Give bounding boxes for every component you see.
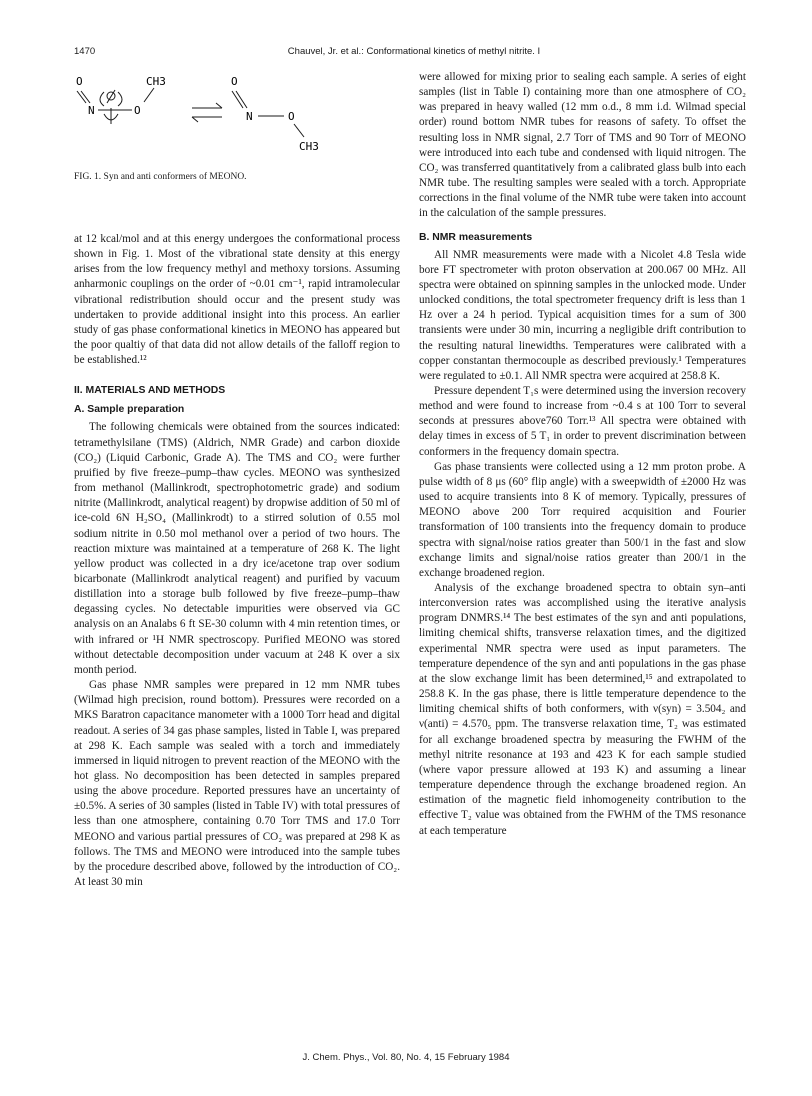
subsection-heading: B. NMR measurements [419, 231, 533, 243]
syn-methyl-label: CH3 [146, 75, 166, 88]
figure-1 [74, 70, 404, 230]
paragraph: Analysis of the exchange broadened spectra to obtain syn–anti interconversion rates was accomplished using the iterative analysis program DNMRS.¹⁴ The best estimates of the syn and anti populations, limiting chemical shifts, transverse relaxation times, and the digitized experimental NMR spectra were used as input parameters. The temperature dependence of the syn and anti populations in the gas phase at the slow exchange limit has been determined,¹⁵ and extrapolated to 258.8 K. In the gas phase, there is little temperature dependence to the limiting chemical shifts of both conformers, with ν(syn) = 3.504₂ and ν(anti) = 4.570₅ ppm. The transverse relaxation time, T₂ was estimated for all exchange broadened spectra by measuring the FWHM of the methyl nitrite resonance at 193 and 423 K for each sample studied (where vapor pressure allowed at 193 K) and assuming a linear temperature dependence through the exchange broadened region. An estimation of the magnetic field inhomogeneity contribution to the effective T₂ value was obtained from the FWHM of the TMS resonance at each temperature [419, 582, 746, 837]
page-number: 1470 [74, 46, 96, 57]
figure-caption: FIG. 1. Syn and anti conformers of MEONO. [74, 172, 247, 182]
paragraph: Gas phase transients were collected using a 12 mm proton probe. A pulse width of 8 μs (60° flip angle) with a sweepwidth of ±2000 Hz was used to acquire transients into 8 K of memory. Typically, pressures of MEONO above 200 Torr required acquisition and Fourier transformation of 100 transients into the frequency domain to produce spectra with signal/noise ratios greater than 500/1 in the fast and slow exchange limits and signal/noise ratios greater than 200/1 in the exchange broadened region. [419, 460, 746, 579]
anti-ester-oxygen-label: O [288, 110, 295, 123]
paragraph: at 12 kcal/mol and at this energy undergoes the conformational process shown in Fig. 1. Most of the vibrational state density at this energy arises from the low frequency methyl and methoxy torsions. Assuming anharmonic couplings on the order of ~0.01 cm⁻¹, rapid intramolecular vibrational redistribution should occur and the present study was undertaken to provide additional insight into this process. An earlier study of gas phase conformational kinetics in MEONO has appeared but the poor qualtiy of that data did not allow details of the falloff region to be established.¹² [74, 233, 400, 367]
anti-nitrogen-label: N [246, 110, 253, 123]
syn-ester-oxygen-label: O [134, 104, 141, 117]
conformer-diagram [74, 70, 404, 170]
journal-footer: J. Chem. Phys., Vol. 80, No. 4, 15 February 1984 [302, 1052, 510, 1063]
paragraph: Gas phase NMR samples were prepared in 12 mm NMR tubes (Wilmad high precision, round bottom). Pressures were recorded on a MKS Baratron capacitance manometer with a 1000 Torr head and digital readout. A series of 34 gas phase samples, listed in Table I, was prepared at 298 K. Each sample was sealed with a torch and immediately immersed in liquid nitrogen to prevent reaction of the MEONO with the hot glass. No decomposition has been detected in samples prepared using the above procedure. Reported pressures have an uncertainty of ±0.5%. A series of 30 samples (listed in Table IV) with total pressures of less than one atmosphere, containing 0.70 Torr TMS and 17.0 Torr MEONO and various partial pressures of CO₂ was prepared at 298 K as follows. The TMS and MEONO were introduced into the sample tubes by the procedure described above, followed by the introduction of CO₂. At least 30 min [74, 679, 400, 889]
section-heading: II. MATERIALS AND METHODS [74, 385, 226, 397]
paragraph: were allowed for mixing prior to sealing each sample. A series of eight samples (list in Table I) containing more than one atmosphere of CO₂ was prepared in heavy walled (12 mm o.d., 8 mm i.d. Wilmad special order) round bottom NMR tubes for reasons of safety. To offset the resulting loss in NMR signal, 2.7 Torr of TMS and 90 Torr of MEONO were introduced into each tube and condensed with liquid nitrogen. The CO₂ was transferred quantitatively from a calibrated glass bulb into each NMR tube. The resulting samples were sealed with a torch. Appropriate corrections in the final volume of the NMR tube were taken into account in the calculation of the sample pressures. [419, 71, 746, 220]
paragraph: All NMR measurements were made with a Nicolet 4.8 Tesla wide bore FT spectrometer with proton observation at 200.067 00 MHz. All spectra were obtained on spinning samples in the unlocked mode. Under unlocked conditions, the total spectrometer frequency drift is less than 1 Hz over a 24 h period. Typical acquisition times for a sum of 300 transients were under 30 min, incurring a negligible drift contribution to the resulting natural linewidths. Temperatures were calibrated with a copper constantan thermocouple as described previously.¹ Temperatures were regulated to ±0.1. All NMR spectra were acquired at 258.8 K. [419, 248, 746, 382]
running-title: Chauvel, Jr. et al.: Conformational kinetics of methyl nitrite. I [287, 46, 541, 57]
equilibrium-arrows [192, 103, 222, 122]
subsection-heading: A. Sample preparation [74, 404, 185, 416]
paragraph: Pressure dependent T₁s were determined using the inversion recovery method and were found to increase from ~0.4 s at 100 Torr to several seconds at pressures above760 Torr.¹³ All spectra were obtained with delay times in excess of 5 T₁ in order to prevent discrimination between conformers in the frequency domain spectra. [419, 384, 746, 458]
running-header [74, 46, 754, 60]
paragraph: The following chemicals were obtained from the sources indicated: tetramethylsilane (TMS) (Aldrich, NMR Grade) and carbon dioxide (CO₂) (Liquid Carbonic, Grade A). The TMS and CO₂ were further pruified by five freeze–pump–thaw cycles. MEONO was synthesized from methanol (Mallinkrodt, spectrophotometric grade) and sodium nitrite (Mallinkrodt, analytical reagent) by dropwise addition of 50 ml of ice-cold 6N H₂SO₄ (Mallinkrodt) to a stirred solution of 0.55 mol sodium nitrite in 0.50 mol methanol over a period of two hours. The reaction mixture was maintained at a temperature of 268 K. The light yellow product was collected in a dry ice/acetone trap over sodium bicarbonate (Mallinkrodt analytical reagent) and purified by vacuum distillation into a storage bulb followed by five freeze–pump–thaw degassing cycles. No detectable impurities were observed via GC analysis on an Analabs 6 ft SE-30 column with 4 min retention times, or with infrared or ¹H NMR spectroscopy. Purified MEONO was stored without detectable decomposition under vacuum at 248 K over a six month period. [74, 421, 400, 676]
syn-oxygen-label: O [76, 75, 83, 88]
right-column [419, 70, 746, 839]
syn-nitrogen-label: N [88, 104, 95, 117]
anti-oxygen-label: O [231, 75, 238, 88]
anti-methyl-label: CH3 [299, 140, 319, 153]
left-column [74, 232, 400, 890]
